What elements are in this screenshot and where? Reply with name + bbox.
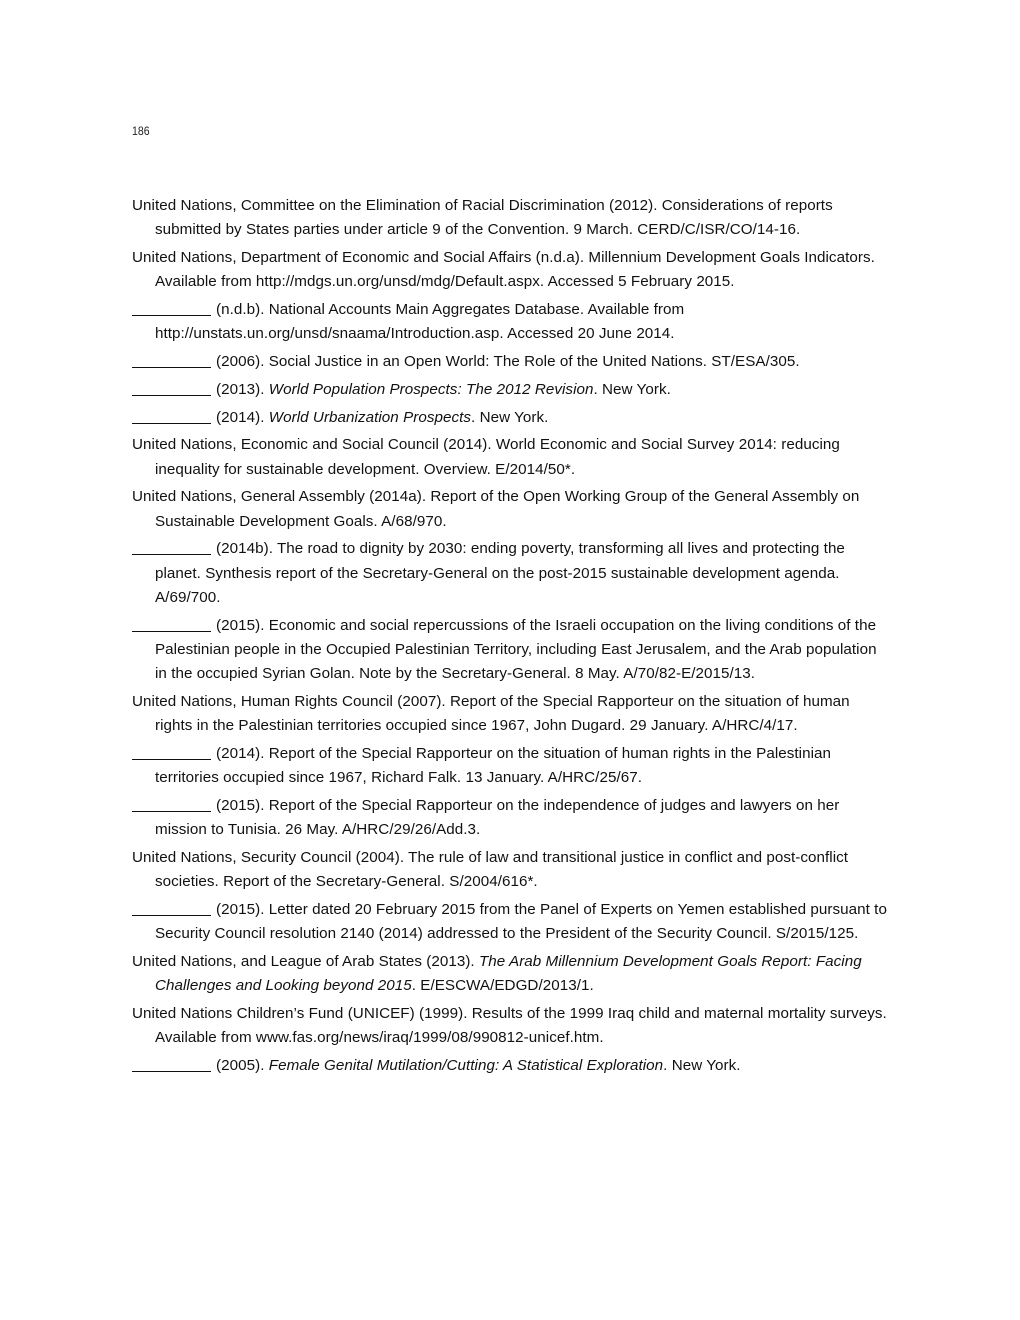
reference-title-italic: World Population Prospects: The 2012 Revision bbox=[268, 380, 594, 398]
repeat-author-rule bbox=[132, 745, 211, 760]
reference-text-tail: . E/ESCWA/EDGD/2013/1. bbox=[411, 977, 594, 994]
reference-text: (2014). Report of the Special Rapporteur on the situation of human rights in the Palestinian territories occupied since 1967, Richard Falk. 13 January. A/HRC/25/67. bbox=[155, 744, 831, 786]
reference-entry bbox=[132, 406, 888, 430]
reference-text: United Nations, and League of Arab States (2013). bbox=[132, 952, 479, 970]
repeat-author-rule bbox=[132, 409, 211, 424]
reference-text: United Nations, Committee on the Elimination of Racial Discrimination (2012). Considerations of reports submitted by States parties under article 9 of the Convention. 9 March. CERD/C/ISR/CO/14-16. bbox=[132, 197, 833, 239]
reference-entry bbox=[132, 690, 888, 738]
reference-text: (2015). Economic and social repercussions of the Israeli occupation on the living conditions of the Palestinian people in the Occupied Palestinian Territory, including East Jerusalem, and the Arab population in the occupied Syrian Golan. Note by the Secretary-General. 8 May. A/70/82-E/2015/13. bbox=[155, 616, 877, 682]
reference-entry bbox=[132, 950, 888, 998]
reference-entry bbox=[132, 1002, 888, 1050]
repeat-author-rule bbox=[132, 301, 211, 316]
reference-text-tail: . New York. bbox=[471, 408, 549, 426]
reference-text-tail: . New York. bbox=[663, 1056, 741, 1074]
repeat-author-rule bbox=[132, 617, 211, 632]
reference-entry bbox=[132, 898, 888, 946]
page-number: 186 bbox=[132, 124, 150, 138]
reference-text: United Nations, General Assembly (2014a). Report of the Open Working Group of the General Assembly on Sustainable Development Goals. A/68/970. bbox=[132, 488, 860, 530]
reference-text: (2014b). The road to dignity by 2030: ending poverty, transforming all lives and protecting the planet. Synthesis report of the Secretary-General on the post-2015 sustainable development agenda. A/69/700. bbox=[155, 540, 845, 606]
reference-entry bbox=[132, 1054, 888, 1078]
reference-entry bbox=[132, 433, 888, 481]
repeat-author-rule bbox=[132, 1057, 211, 1072]
reference-text: United Nations Children’s Fund (UNICEF) (1999). Results of the 1999 Iraq child and maternal mortality surveys. Available from www.fas.org/news/iraq/1999/08/990812-unicef.htm. bbox=[132, 1004, 887, 1046]
reference-text: (2013). bbox=[216, 380, 269, 398]
reference-entry bbox=[132, 194, 888, 242]
reference-text: United Nations, Security Council (2004). The rule of law and transitional justice in conflict and post-conflict societies. Report of the Secretary-General. S/2004/616*. bbox=[132, 848, 849, 890]
reference-entry bbox=[132, 846, 888, 894]
reference-entry bbox=[132, 350, 888, 374]
reference-entry bbox=[132, 794, 888, 842]
reference-text-tail: . New York. bbox=[593, 380, 671, 398]
reference-entry bbox=[132, 298, 888, 346]
reference-text: United Nations, Human Rights Council (2007). Report of the Special Rapporteur on the situation of human rights in the Palestinian territories occupied since 1967, John Dugard. 29 January. A/HRC/4/17. bbox=[132, 692, 850, 734]
reference-list bbox=[132, 194, 888, 1082]
reference-text: United Nations, Economic and Social Council (2014). World Economic and Social Survey 2014: reducing inequality for sustainable development. Overview. E/2014/50*. bbox=[132, 436, 840, 478]
reference-title-italic: World Urbanization Prospects bbox=[268, 408, 472, 426]
reference-entry bbox=[132, 537, 888, 610]
reference-title-italic: Female Genital Mutilation/Cutting: A Statistical Exploration bbox=[268, 1056, 664, 1074]
reference-text: (n.d.b). National Accounts Main Aggregates Database. Available from http://unstats.un.org/unsd/snaama/Introduction.asp. Accessed 20 June 2014. bbox=[155, 301, 685, 343]
reference-text: (2005). bbox=[216, 1056, 269, 1074]
reference-text: United Nations, Department of Economic and Social Affairs (n.d.a). Millennium Development Goals Indicators. Available from http://mdgs.un.org/unsd/mdg/Default.aspx. Accessed 5 February 2015. bbox=[132, 249, 875, 291]
repeat-author-rule bbox=[132, 901, 211, 916]
repeat-author-rule bbox=[132, 353, 211, 368]
reference-entry bbox=[132, 485, 888, 533]
repeat-author-rule bbox=[132, 381, 211, 396]
reference-entry bbox=[132, 378, 888, 402]
reference-text: (2014). bbox=[216, 408, 269, 426]
reference-text: (2006). Social Justice in an Open World: The Role of the United Nations. ST/ESA/305. bbox=[216, 353, 800, 370]
reference-entry bbox=[132, 246, 888, 294]
reference-title-italic: The Arab Millennium Development Goals Report: Facing Challenges and Looking beyond 2015 bbox=[155, 952, 862, 994]
reference-entry bbox=[132, 614, 888, 687]
reference-text: (2015). Letter dated 20 February 2015 from the Panel of Experts on Yemen established pursuant to Security Council resolution 2140 (2014) addressed to the President of the Security Council. S/2015/125. bbox=[155, 900, 887, 942]
repeat-author-rule bbox=[132, 797, 211, 812]
repeat-author-rule bbox=[132, 540, 211, 555]
reference-entry bbox=[132, 742, 888, 790]
reference-text: (2015). Report of the Special Rapporteur on the independence of judges and lawyers on her mission to Tunisia. 26 May. A/HRC/29/26/Add.3. bbox=[155, 796, 840, 838]
